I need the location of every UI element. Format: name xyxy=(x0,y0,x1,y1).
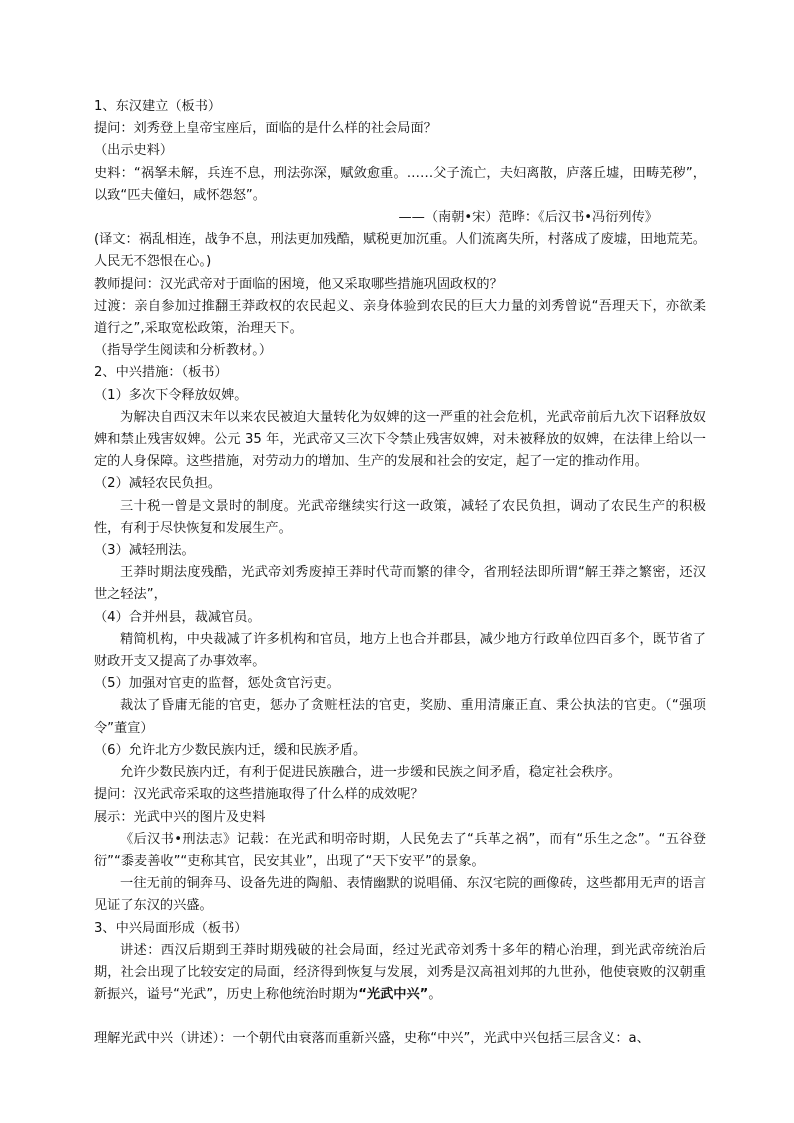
heading-revival-formed: 3、中兴局面形成（板书） xyxy=(94,920,248,936)
artifacts-paragraph: 一往无前的铜奔马、设备先进的陶船、表情幽默的说唱俑、东汉宅院的画像砖，这些都用无声的语言见证了东汉的兴盛。 xyxy=(94,876,706,914)
source-citation: ——（南朝•宋）范晔：《后汉书•冯衍列传》 xyxy=(398,210,658,226)
measure-4-title: （4）合并州县，裁减官员。 xyxy=(94,609,261,625)
heading-revival-measures: 2、中兴措施：（板书） xyxy=(94,365,228,381)
measure-1-body: 为解决自西汉末年以来农民被迫大量转化为奴婢的这一严重的社会危机，光武帝前后九次下诏释放奴婢和禁止残害奴婢。公元 35 年，光武帝又三次下令禁止残害奴婢，对未被释放的奴婢，在法律上给以一定的人身保障。这些措施，对劳动力的增加、生产的发展和社会的安定，起了一定的推动作用。 xyxy=(94,409,706,470)
teacher-question: 教师提问：汉光武帝对于面临的困境，他又采取哪些措施巩固政权的？ xyxy=(94,276,503,292)
measure-1-title: （1）多次下令释放奴婢。 xyxy=(94,387,248,403)
historical-source-quote: 史料：“祸拏未解，兵连不息，刑法弥深，赋敛愈重。……父子流亡，夫妇离散，庐落丘墟，田畴芜秽”，以致“匹夫僮妇，咸怀怨怒”。 xyxy=(94,165,706,203)
narration-paragraph xyxy=(94,940,706,1007)
translation-paragraph: (译文：祸乱相连，战争不息，刑法更加残酷，赋税更加沉重。人们流离失所，村落成了废墟，田地荒芜。人民无不怨恨在心。) xyxy=(94,232,706,270)
note-show-sources: （出示史料） xyxy=(94,143,174,159)
guangwu-revival-emphasis: “光武中兴” xyxy=(358,987,429,1003)
measure-2-body: 三十税一曾是文景时的制度。光武帝继续实行这一政策，减轻了农民负担，调动了农民生产的积极性，有利于尽快恢复和发展生产。 xyxy=(94,498,706,536)
display-images-sources: 展示：光武中兴的图片及史料 xyxy=(94,809,266,825)
measure-4-body: 精简机构，中央裁减了许多机构和官员，地方上也合并郡县，减少地方行政单位四百多个，既节省了财政开支又提高了办事效率。 xyxy=(94,631,706,670)
note-guide-reading: （指导学生阅读和分析教材。） xyxy=(94,343,273,359)
paragraph-gap xyxy=(94,1006,706,1028)
hou-han-shu-record: 《后汉书•刑法志》记载：在光武和明帝时期，人民免去了“兵革之祸”，而有“乐生之念”。“五谷登衍”“黍麦善收”“吏称其官，民安其业”，出现了“天下安平”的景象。 xyxy=(94,831,706,869)
measure-6-title: （6）允许北方少数民族内迁，缓和民族矛盾。 xyxy=(94,742,367,758)
measure-6-body: 允许少数民族内迁，有利于促进民族融合，进一步缓和民族之间矛盾，稳定社会秩序。 xyxy=(120,765,622,781)
measure-2-title: （2）减轻农民负担。 xyxy=(94,476,222,492)
narration-text: 讲述：西汉后期到王莽时期残破的社会局面，经过光武帝刘秀十多年的精心治理，到光武帝统治后期，社会出现了比较安定的局面，经济得到恢复与发展，刘秀是汉高祖刘邦的九世孙，他使衰败的汉朝重新振兴，谥号“光武”，历史上称他统治时期为 xyxy=(94,942,706,1003)
measure-3-title: （3）减轻刑法。 xyxy=(94,543,195,559)
understanding-guangwu-revival: 理解光武中兴（讲述）：一个朝代由衰落而重新兴盛，史称“中兴”，光武中兴包括三层含义：a、 xyxy=(94,1031,650,1047)
narration-end: 。 xyxy=(428,987,442,1003)
measure-5-body: 裁汰了昏庸无能的官吏，惩办了贪赃枉法的官吏，奖励、重用清廉正直、秉公执法的官吏。（“强项令”董宣） xyxy=(94,698,706,736)
measure-3-body: 王莽时期法度残酷，光武帝刘秀废掉王莽时代苛而繁的律令，省刑轻法即所谓“解王莽之繁密，还汉世之轻法”， xyxy=(94,565,706,603)
question-social-situation: 提问：刘秀登上皇帝宝座后，面临的是什么样的社会局面？ xyxy=(94,121,437,137)
transition-paragraph: 过渡：亲自参加过推翻王莽政权的农民起义、亲身体验到农民的巨大力量的刘秀曾说“吾理天下，亦欲柔道行之”,采取宽松政策，治理天下。 xyxy=(94,298,706,337)
question-effects: 提问：汉光武帝采取的这些措施取得了什么样的成效呢？ xyxy=(94,787,424,803)
document-body xyxy=(94,96,706,1051)
heading-east-han-founding: 1、东汉建立（板书） xyxy=(94,99,222,114)
measure-5-title: （5）加强对官吏的监督，惩处贪官污吏。 xyxy=(94,676,340,692)
